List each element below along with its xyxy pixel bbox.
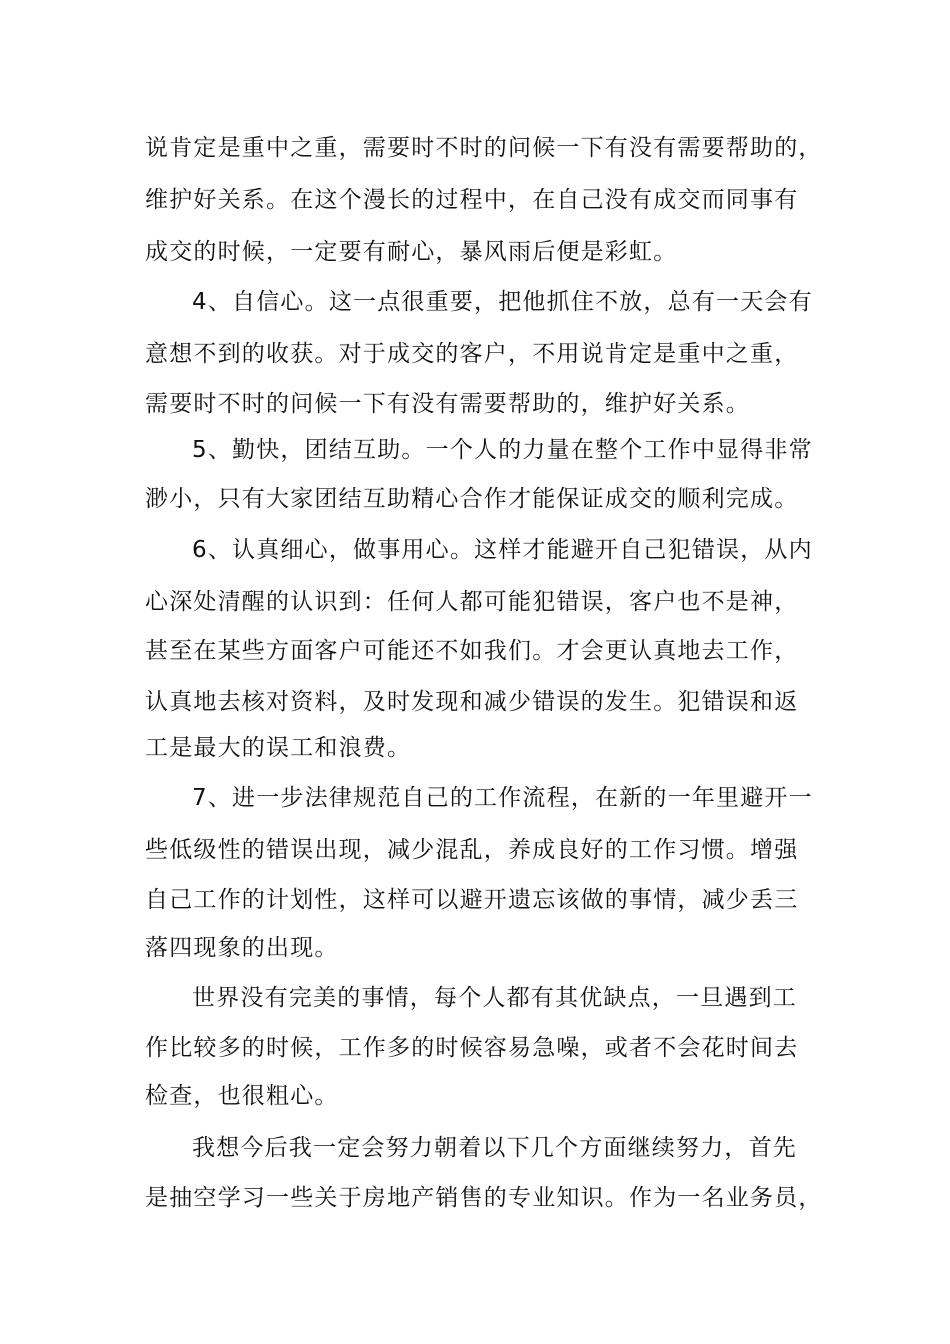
text-line: 落四现象的出现。 [145,935,339,961]
paragraph-5-first-line: 5、勤快，团结互助。一个人的力量在整个工作中显得非常 [192,437,813,463]
paragraph-4-first-line: 4、自信心。这一点很重要，把他抓住不放，总有一天会有 [192,289,813,315]
text-line: 自己工作的计划性，这样可以避开遗忘该做的事情，减少丢三 [145,887,799,913]
paragraph-7-first-line: 7、进一步法律规范自己的工作流程，在新的一年里避开一 [192,785,813,811]
text-line: 渺小，只有大家团结互助精心合作才能保证成交的顺利完成。 [145,486,799,512]
text-line: 甚至在某些方面客户可能还不如我们。才会更认真地去工作， [145,638,799,664]
paragraph-world-first-line: 世界没有完美的事情，每个人都有其优缺点，一旦遇到工 [192,985,797,1011]
text-line: 作比较多的时候，工作多的时候容易急噪，或者不会花时间去 [145,1035,799,1061]
text-line: 心深处清醒的认识到：任何人都可能犯错误，客户也不是神， [145,589,799,615]
text-line: 工是最大的误工和浪费。 [145,735,412,761]
text-line: 些低级性的错误出现，减少混乱，养成良好的工作习惯。增强 [145,837,799,863]
text-line: 检查，也很粗心。 [145,1083,339,1109]
text-line: 认真地去核对资料，及时发现和减少错误的发生。犯错误和返 [145,689,799,715]
text-line: 成交的时候，一定要有耐心，暴风雨后便是彩虹。 [145,239,678,265]
text-line: 是抽空学习一些关于房地产销售的专业知识。作为一名业务员， [145,1185,823,1211]
text-line: 维护好关系。在这个漫长的过程中，在自己没有成交而同事有 [145,187,799,213]
text-line: 需要时不时的问候一下有没有需要帮助的，维护好关系。 [145,391,750,417]
text-line: 说肯定是重中之重，需要时不时的问候一下有没有需要帮助的， [145,135,823,161]
text-line: 意想不到的收获。对于成交的客户，不用说肯定是重中之重， [145,341,799,367]
paragraph-future-first-line: 我想今后我一定会努力朝着以下几个方面继续努力，首先 [192,1135,797,1161]
paragraph-6-first-line: 6、认真细心，做事用心。这样才能避开自己犯错误，从内 [192,537,813,563]
